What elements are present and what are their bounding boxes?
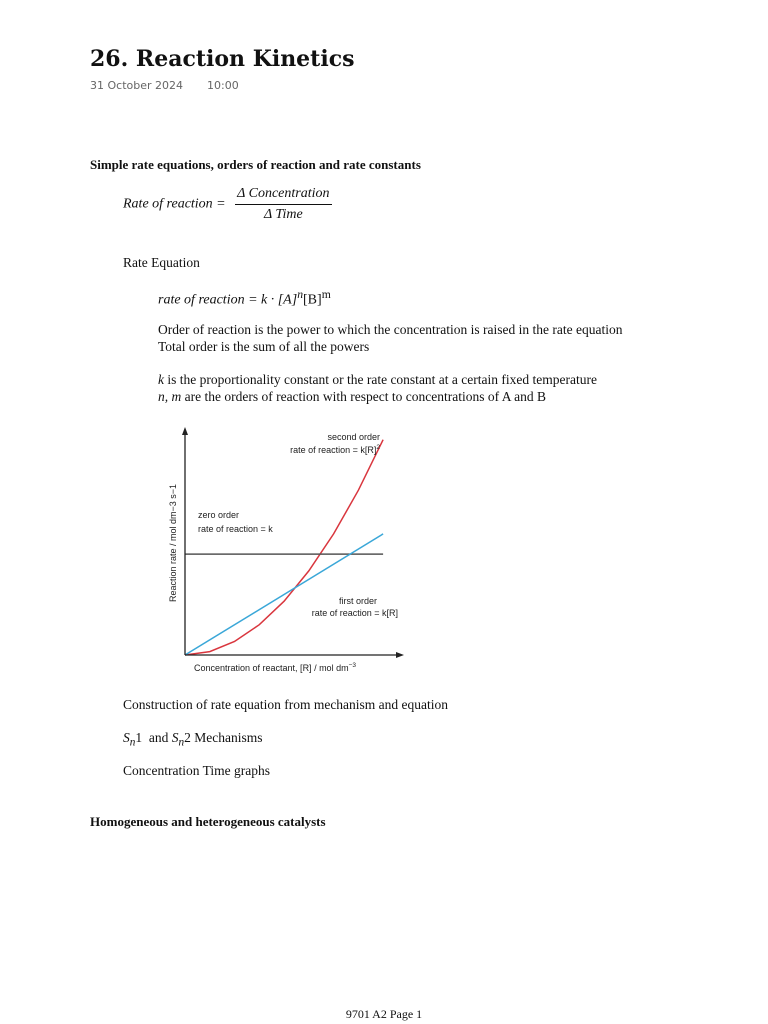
sn-mechanisms: [123, 730, 263, 749]
sn2-number: 2: [184, 730, 191, 745]
construction-of-rate-equation: Construction of rate equation from mechanism and equation: [123, 697, 449, 712]
second-order-equation-sup: 2: [376, 444, 380, 451]
rate-fraction: [235, 186, 331, 223]
rate-equation-b: [B]: [303, 292, 322, 308]
section-heading-catalysts: Homogeneous and heterogeneous catalysts: [90, 814, 326, 829]
x-axis-arrow: [396, 652, 404, 658]
second-order-equation: [290, 444, 380, 455]
second-order-curve: [185, 440, 383, 655]
page-meta: [90, 79, 239, 92]
rate-equation-exp-n: n: [297, 288, 304, 301]
sn-and: and: [148, 730, 169, 745]
second-order-name: second order: [327, 432, 380, 442]
nm-definition-text: are the orders of reaction with respect to concentrations of A and B: [184, 389, 547, 404]
chart-plot-area: [185, 440, 383, 655]
rate-equation-label: Rate Equation: [123, 255, 200, 270]
rate-formula-lhs: Rate of reaction =: [123, 196, 226, 212]
zero-order-name: zero order: [198, 510, 240, 520]
rate-equation-lhs: rate of reaction = k · [A]: [158, 292, 298, 308]
y-axis-arrow: [182, 427, 188, 435]
k-definition-text: is the proportionality constant or the rate constant at a certain fixed temperature: [167, 372, 597, 387]
first-order-name: first order: [338, 596, 377, 606]
first-order-line: [185, 534, 383, 655]
rate-fraction-numerator: Δ Concentration: [235, 186, 331, 205]
page-title: 26. Reaction Kinetics: [90, 46, 355, 72]
rate-fraction-denominator: Δ Time: [263, 207, 303, 222]
sn1-s: S: [123, 730, 130, 745]
page-time: 10:00: [207, 79, 239, 92]
sn2-sub: n: [178, 736, 185, 749]
first-order-equation: rate of reaction = k[R]: [311, 608, 398, 618]
total-order-definition: Total order is the sum of all the powers: [158, 339, 370, 354]
sn1-sub: n: [129, 736, 136, 749]
sn1-number: 1: [135, 730, 143, 745]
x-axis-label-text: Concentration of reactant, [R] / mol dm: [194, 663, 349, 673]
order-definition: Order of reaction is the power to which the concentration is raised in the rate equation: [158, 322, 623, 337]
section-heading-rate-equations: Simple rate equations, orders of reaction and rate constants: [90, 157, 421, 172]
concentration-time-graphs: Concentration Time graphs: [123, 763, 270, 778]
rate-of-reaction-formula: [123, 186, 332, 223]
sn-mechanisms-word: Mechanisms: [194, 730, 263, 745]
x-axis-label-sup: −3: [348, 662, 356, 669]
rate-equation-formula: [158, 288, 331, 309]
sn2-s: S: [171, 730, 179, 745]
second-order-equation-text: rate of reaction = k[R]: [290, 445, 377, 455]
page-footer: 9701 A2 Page 1: [345, 1007, 423, 1021]
zero-order-equation: rate of reaction = k: [198, 524, 273, 534]
nm-symbol: n, m: [158, 389, 182, 404]
y-axis-label: Reaction rate / mol dm−3 s−1: [168, 483, 178, 603]
nm-definition: [158, 389, 546, 405]
page-date: 31 October 2024: [90, 79, 184, 92]
k-definition: [158, 372, 597, 388]
rate-equation-exp-m: m: [321, 288, 331, 301]
x-axis-label: [194, 662, 356, 673]
reaction-rate-chart: [160, 425, 410, 680]
k-symbol: k: [158, 372, 164, 387]
